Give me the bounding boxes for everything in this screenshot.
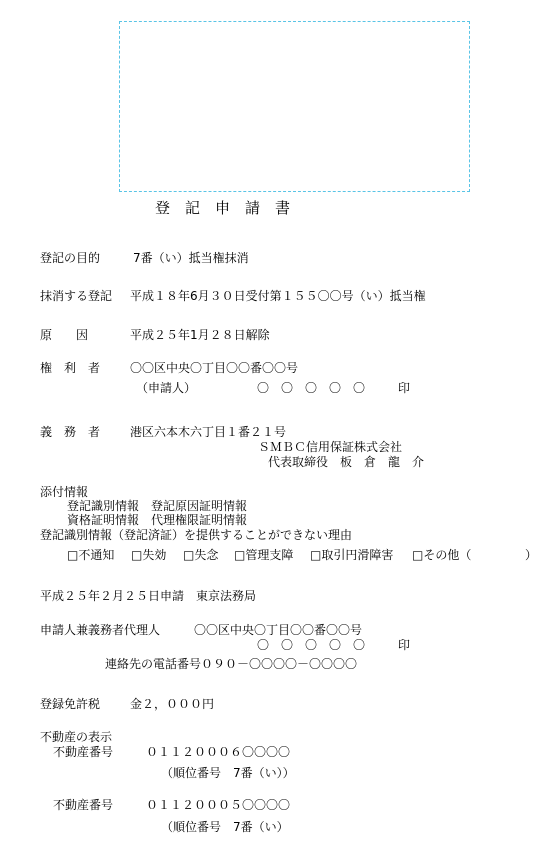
checkbox-expired[interactable]: □失効 [131,548,167,562]
cancel-label: 抹消する登記 [40,289,113,303]
checkbox-other[interactable]: □その他（ [412,548,472,562]
purpose-value: 7番（い）抵当権抹消 [133,251,249,265]
right-holder-name: 〇 〇 〇 〇 〇 [257,381,366,395]
agent-seal: 印 [398,638,411,652]
right-holder-address: 〇〇区中央〇丁目〇〇番〇〇号 [130,361,299,375]
other-close-paren: ） [525,548,538,562]
obligor-representative: 代表取締役 板 倉 龍 介 [268,455,425,469]
property-number-label: 不動産番号 [53,745,114,759]
agent-phone: 連絡先の電話番号０９０－〇〇〇〇－〇〇〇〇 [105,657,358,671]
application-date: 平成２５年２月２５日申請 東京法務局 [40,589,257,603]
tax-label: 登録免許税 [40,697,101,711]
purpose-label: 登記の目的 [40,251,101,265]
obligor-label: 義 務 者 [40,425,101,439]
checkbox-transaction-issue[interactable]: □取引円滑障害 [310,548,394,562]
agent-name: 〇 〇 〇 〇 〇 [257,638,366,652]
property-label: 不動産の表示 [40,730,113,744]
obligor-address: 港区六本木六丁目１番２１号 [130,425,287,439]
property-order: （順位番号 7番（い） [161,820,289,834]
attachments-label: 添付情報 [40,485,89,499]
tax-value: 金２，０００円 [130,697,215,711]
agent-label: 申請人兼義務者代理人 [40,623,161,637]
right-holder-label: 権 利 者 [40,361,101,375]
agent-address: 〇〇区中央〇丁目〇〇番〇〇号 [194,623,363,637]
checkbox-forgotten[interactable]: □失念 [183,548,219,562]
property-number-label: 不動産番号 [53,798,114,812]
stamp-area [119,21,470,192]
document-title: 登 記 申 請 書 [155,199,291,217]
cancel-value: 平成１８年6月３０日受付第１５５〇〇号（い）抵当権 [130,289,426,303]
cause-label: 原 因 [40,328,89,342]
attachments-line1: 登記識別情報 登記原因証明情報 [67,499,248,513]
property-number: ０１１２０００６〇〇〇〇 [146,745,291,759]
checkbox-not-notified[interactable]: □不通知 [67,548,115,562]
right-holder-seal: 印 [398,381,411,395]
property-number: ０１１２０００５〇〇〇〇 [146,798,291,812]
property-order: （順位番号 7番（い）） [161,766,295,780]
reason-label: 登記識別情報（登記済証）を提供することができない理由 [40,528,353,542]
checkbox-management-issue[interactable]: □管理支障 [234,548,294,562]
attachments-line2: 資格証明情報 代理権限証明情報 [67,513,248,527]
cause-value: 平成２５年1月２８日解除 [130,328,270,342]
applicant-label: （申請人） [136,381,197,395]
obligor-company: ＳＭＢＣ信用保証株式会社 [258,440,403,454]
